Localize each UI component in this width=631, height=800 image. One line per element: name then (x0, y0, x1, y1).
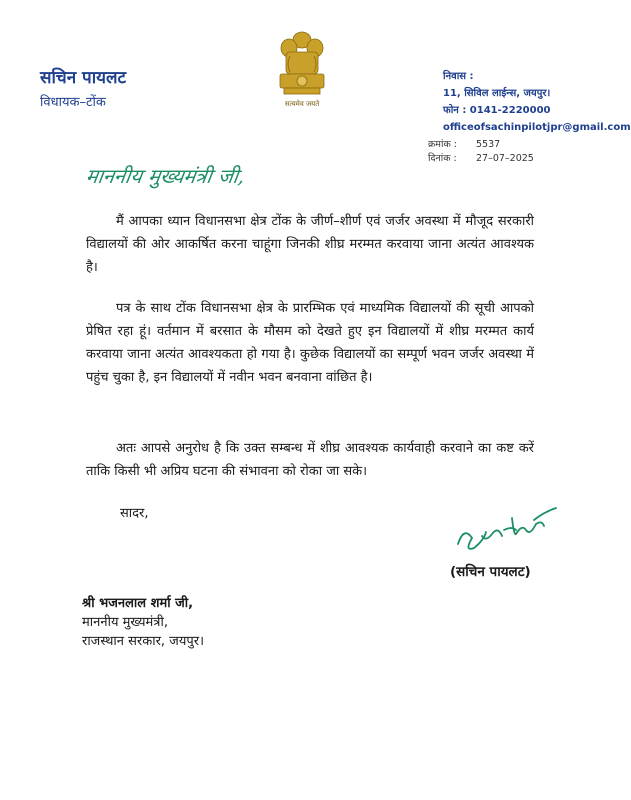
email-address: officeofsachinpilotjpr@gmail.com (443, 122, 631, 133)
paragraph-1: मैं आपका ध्यान विधानसभा क्षेत्र टोंक के जीर्ण–शीर्ण एवं जर्जर अवस्था में मौजूद सरकारी विद्यालयों की ओर आकर्षित करना चाहूंगा जिनकी शीघ्र मरम्मत करवाया जाना अत्यंत आवश्यक है। (86, 214, 534, 275)
contact-block (443, 68, 631, 136)
date-label: दिनांक : (428, 153, 457, 164)
recipient-title: माननीय मुख्यमंत्री, (82, 615, 168, 630)
paragraph-2: पत्र के साथ टोंक विधानसभा क्षेत्र के प्रारम्भिक एवं माध्यमिक विद्यालयों की सूची आपको प्रेषित रहा हूं। वर्तमान में बरसात के मौसम को देखते हुए इन विद्यालयों में शीघ्र मरम्मत कार्य करवाया जाना अत्यंत आवश्यकता हो गया है। कुछेक विद्यालयों का सम्पूर्ण भवन जर्जर अवस्था में पहुंच चुका है, इन विद्यालयों में नवीन भवन बनवाना वांछित है। (86, 301, 534, 385)
reference-number-label: क्रमांक : (428, 139, 457, 150)
residence-label: निवास : (443, 71, 474, 82)
closing: सादर, (120, 506, 149, 521)
residence-address: 11, सिविल लाईन्स, जयपुर। (443, 88, 551, 99)
emblem-motto: सत्यमेव जयते (284, 100, 320, 108)
letter-date: 27–07–2025 (476, 153, 534, 164)
salutation: माननीय मुख्यमंत्री जी, (84, 164, 247, 188)
reference-block (428, 138, 534, 166)
recipient-name: श्री भजनलाल शर्मा जी, (82, 596, 194, 611)
recipient-address (82, 594, 204, 651)
letterhead-name: सचिन पायलट (40, 68, 127, 88)
signer-name: (सचिन पायलट) (450, 564, 531, 580)
recipient-office: राजस्थान सरकार, जयपुर। (82, 634, 205, 649)
letterhead-designation: विधायक–टोंक (40, 95, 106, 110)
reference-number: 5537 (476, 139, 501, 150)
paragraph-3: अतः आपसे अनुरोध है कि उक्त सम्बन्ध में शीघ्र आवश्यक कार्यवाही करवाने का कष्ट करें ताकि किसी भी अप्रिय घटना की संभावना को रोका जा सके। (86, 441, 534, 479)
phone-number: फोन : 0141-2220000 (443, 105, 551, 116)
signature-icon (452, 500, 562, 560)
